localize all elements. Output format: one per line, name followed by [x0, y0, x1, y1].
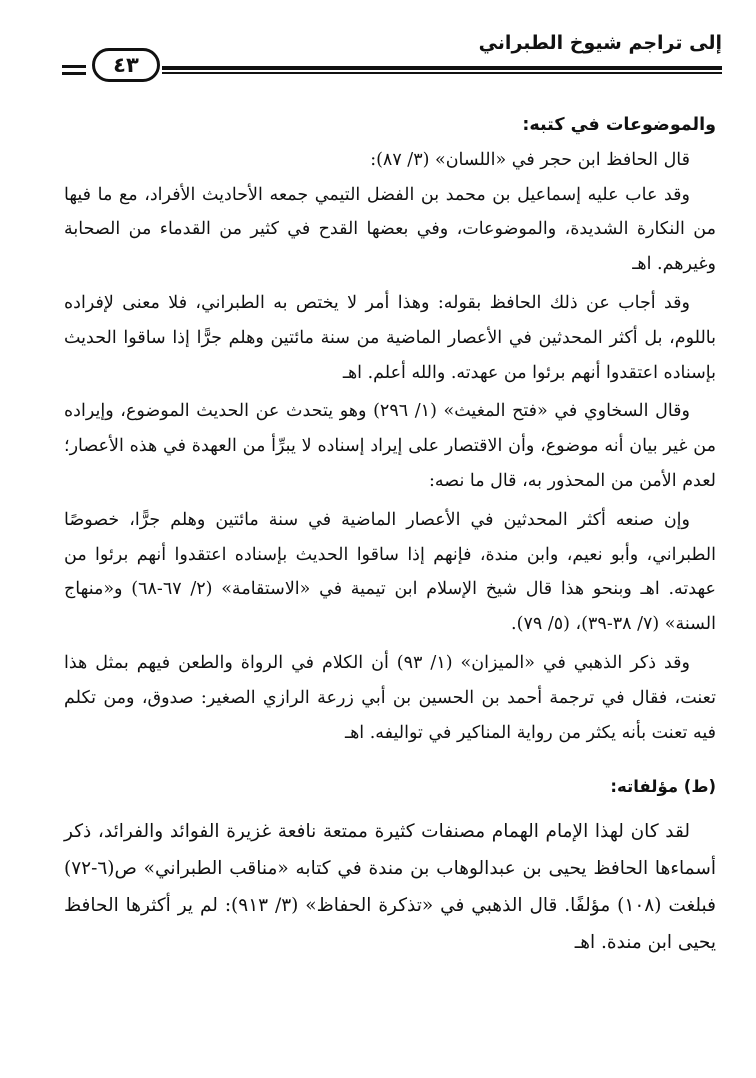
paragraph-1: قال الحافظ ابن حجر في «اللسان» (٣/ ٨٧):	[370, 149, 690, 170]
paragraph-2: وقد عاب عليه إسماعيل بن محمد بن الفضل التيمي جمعه الأحاديث الأفراد، مع ما فيها من النكارة الشديدة، والموضوعات، وفي بعضها القدح في كثير من القدماء من الصحابة وغيرهم. اهـ	[64, 184, 716, 275]
running-title: إلى تراجم شيوخ الطبراني	[478, 32, 722, 54]
page-body	[64, 108, 716, 961]
paragraph-3: وقد أجاب عن ذلك الحافظ بقوله: وهذا أمر لا يختص به الطبراني، فلا معنى لإفراده باللوم، بل أكثر المحدثين في الأعصار الماضية من سنة مائتين وهلم جرًّا إذا ساقوا الحديث بإسناده اعتقدوا أنهم برئوا من عهدته. والله أعلم. اهـ	[64, 292, 716, 383]
page-header	[62, 32, 722, 82]
header-rule-thick	[162, 66, 722, 70]
header-rule-thin	[162, 72, 722, 74]
paragraph-6: وقد ذكر الذهبي في «الميزان» (١/ ٩٣) أن الكلام في الرواة والطعن فيهم بمثل هذا تعنت، فقال في ترجمة أحمد بن الحسين بن أبي زرعة الرازي الصغير: صدوق، ومن تكلم فيه تعنت بأنه يكثر من رواية المناكير في تواليفه. اهـ	[64, 652, 716, 743]
section-heading: (ط) مؤلفاته:	[610, 777, 716, 797]
header-rule-left-bottom	[62, 72, 86, 75]
paragraph-7: لقد كان لهذا الإمام الهمام مصنفات كثيرة ممتعة نافعة غزيرة الفوائد والفرائد، ذكر أسماءها الحافظ يحيى بن عبدالوهاب بن مندة في كتابه «مناقب الطبراني» ص(٦-٧٢) فبلغت (١٠٨) مؤلفًا. قال الذهبي في «تذكرة الحفاظ» (٣/ ٩١٣): لم ير أكثرها الحافظ يحيى ابن مندة. اهـ	[64, 821, 716, 954]
paragraph-5: وإن صنعه أكثر المحدثين في الأعصار الماضية في سنة مائتين وهلم جرًّا، خصوصًا الطبراني، وأبو نعيم، وابن مندة، فإنهم إذا ساقوا الحديث بإسناده اعتقدوا أنهم برئوا من عهدته. اهـ وبنحو هذا قال شيخ الإسلام ابن تيمية في «الاستقامة» (٢/ ٦٧-٦٨) و«منهاج السنة» (٧/ ٣٨-٣٩)، (٥/ ٧٩).	[64, 509, 716, 635]
paragraph-heading: والموضوعات في كتبه:	[522, 115, 716, 135]
header-rule-left-top	[62, 65, 86, 68]
paragraph-4: وقال السخاوي في «فتح المغيث» (١/ ٢٩٦) وهو يتحدث عن الحديث الموضوع، وإيراده من غير بيان أنه موضوع، وأن الاقتصار على إيراد إسناده لا يبرِّأ من العهدة في هذه الأعصار؛ لعدم الأمن من المحذور به، قال ما نصه:	[64, 401, 716, 491]
page-number: ٤٣	[92, 48, 160, 82]
